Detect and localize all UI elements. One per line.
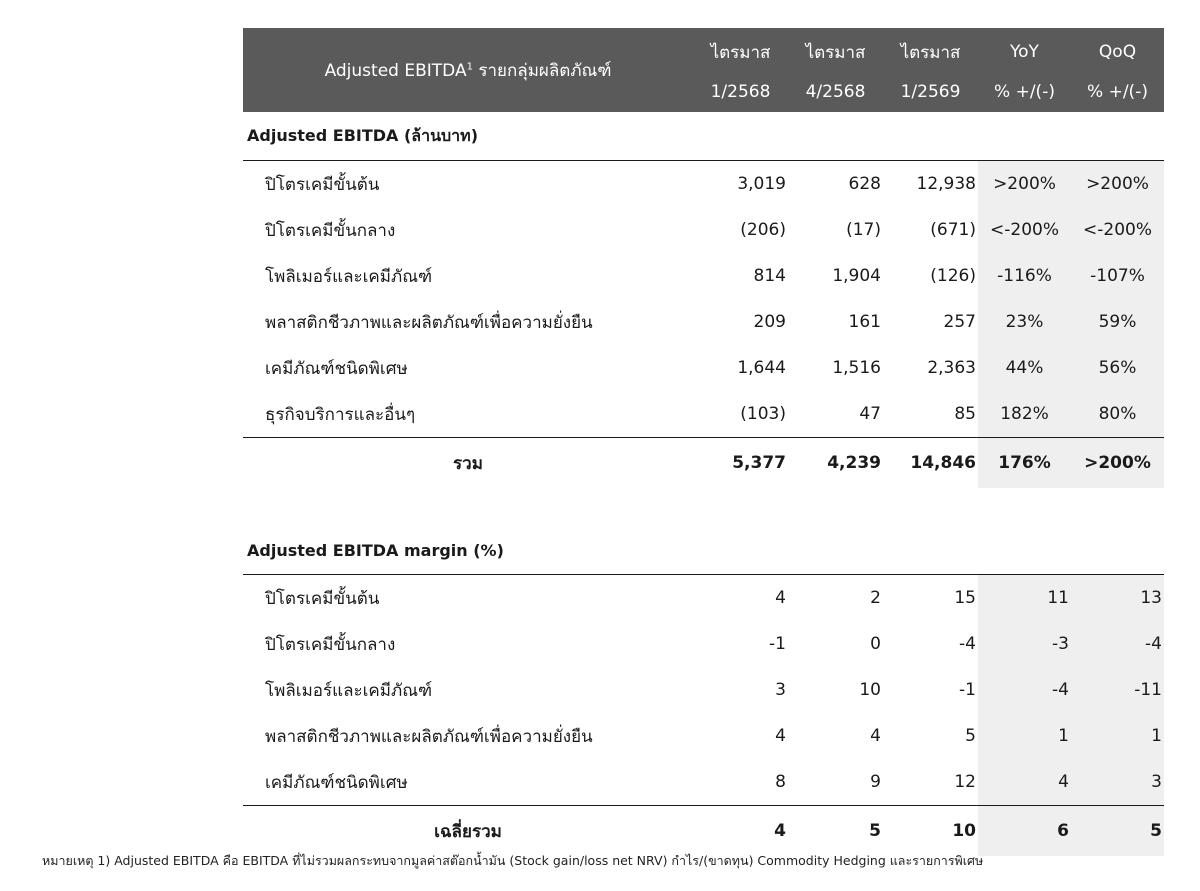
margin-section <box>243 526 1164 856</box>
footnote-marker: 1 <box>466 60 473 72</box>
average-qoq: 5 <box>1071 806 1164 857</box>
cell-q4-2568: 161 <box>848 312 881 332</box>
cell-q1-2568: 8 <box>775 772 786 792</box>
col-header-q4-2568: ไตรมาส <box>788 28 883 72</box>
cell-yoy: -116% <box>978 253 1071 299</box>
cell-qoq: >200% <box>1071 161 1164 208</box>
cell-q4-2568: 2 <box>870 588 881 608</box>
cell-qoq: -11 <box>1071 667 1164 713</box>
col-header-q1-2569: ไตรมาส <box>883 28 978 72</box>
cell-yoy: 182% <box>978 391 1071 438</box>
table-title-suffix: รายกลุ่มผลิตภัณฑ์ <box>472 60 612 81</box>
cell-yoy: -4 <box>978 667 1071 713</box>
table-row <box>243 759 1164 806</box>
cell-q1-2569: -4 <box>959 634 976 654</box>
cell-q4-2568: 1,516 <box>832 358 881 378</box>
table-row <box>243 621 1164 667</box>
cell-q1-2568: 814 <box>753 266 786 286</box>
col-header-q1-2568: ไตรมาส <box>693 28 788 72</box>
col-subheader-qoq: % +/(-) <box>1071 72 1164 112</box>
cell-yoy: 44% <box>978 345 1071 391</box>
cell-q1-2568: 209 <box>753 312 786 332</box>
cell-q4-2568: 1,904 <box>832 266 881 286</box>
table-row <box>243 713 1164 759</box>
average-label: เฉลี่ยรวม <box>243 806 693 857</box>
cell-q1-2568: (206) <box>740 220 786 240</box>
cell-q1-2568: 3,019 <box>737 174 786 194</box>
cell-q4-2568: 47 <box>859 404 881 424</box>
cell-qoq: -4 <box>1071 621 1164 667</box>
cell-yoy: 4 <box>978 759 1071 806</box>
ebitda-section <box>243 112 1164 526</box>
cell-q1-2568: 3 <box>775 680 786 700</box>
cell-qoq: 1 <box>1071 713 1164 759</box>
col-subheader-q1-2568: 1/2568 <box>693 72 788 112</box>
total-label: รวม <box>243 438 693 489</box>
cell-qoq: <-200% <box>1071 207 1164 253</box>
cell-qoq: 80% <box>1071 391 1164 438</box>
cell-q1-2569: 12 <box>954 772 976 792</box>
cell-q1-2568: 4 <box>775 726 786 746</box>
cell-qoq: 56% <box>1071 345 1164 391</box>
cell-q4-2568: 628 <box>848 174 881 194</box>
cell-yoy: 11 <box>978 575 1071 622</box>
cell-q1-2568: (103) <box>740 404 786 424</box>
cell-yoy: 23% <box>978 299 1071 345</box>
col-subheader-q4-2568: 4/2568 <box>788 72 883 112</box>
cell-q1-2569: (126) <box>930 266 976 286</box>
col-subheader-yoy: % +/(-) <box>978 72 1071 112</box>
margin-section-title: Adjusted EBITDA margin (%) <box>243 526 1164 575</box>
total-row <box>243 438 1164 489</box>
ebitda-table <box>243 28 1164 856</box>
table-row <box>243 207 1164 253</box>
total-q1-2568: 5,377 <box>693 438 788 489</box>
cell-q4-2568: 4 <box>870 726 881 746</box>
cell-q1-2568: 1,644 <box>737 358 786 378</box>
cell-q1-2569: 257 <box>943 312 976 332</box>
cell-q1-2569: 2,363 <box>927 358 976 378</box>
cell-q1-2569: -1 <box>959 680 976 700</box>
ebitda-table-container <box>243 28 1162 856</box>
total-q4-2568: 4,239 <box>788 438 883 489</box>
cell-qoq: 3 <box>1071 759 1164 806</box>
table-row <box>243 161 1164 208</box>
total-yoy: 176% <box>978 438 1071 489</box>
table-title <box>243 28 693 112</box>
row-label: ปิโตรเคมีขั้นต้น <box>265 588 380 609</box>
cell-yoy: -3 <box>978 621 1071 667</box>
cell-q1-2569: (671) <box>930 220 976 240</box>
cell-yoy: >200% <box>978 161 1071 208</box>
col-header-yoy: YoY <box>978 28 1071 72</box>
cell-q1-2569: 15 <box>954 588 976 608</box>
cell-q1-2568: -1 <box>769 634 786 654</box>
cell-q4-2568: 0 <box>870 634 881 654</box>
cell-q1-2569: 5 <box>965 726 976 746</box>
row-label: โพลิเมอร์และเคมีภัณฑ์ <box>265 680 433 701</box>
table-row <box>243 391 1164 438</box>
average-q4-2568: 5 <box>788 806 883 857</box>
footnote: หมายเหตุ 1) Adjusted EBITDA คือ EBITDA ที่ไม่รวมผลกระทบจากมูลค่าสต๊อกน้ำมัน (Stock gain/loss net NRV) กำไร/(ขาดทุน) Commodity Hedging และรายการพิเศษ <box>42 853 984 868</box>
cell-yoy: <-200% <box>978 207 1071 253</box>
row-label: ปิโตรเคมีขั้นกลาง <box>265 634 396 655</box>
table-row <box>243 253 1164 299</box>
table-title-text: Adjusted EBITDA <box>324 60 467 81</box>
cell-q4-2568: 10 <box>859 680 881 700</box>
col-subheader-q1-2569: 1/2569 <box>883 72 978 112</box>
table-row <box>243 345 1164 391</box>
row-label: พลาสติกชีวภาพและผลิตภัณฑ์เพื่อความยั่งยืน <box>265 726 593 747</box>
col-header-qoq: QoQ <box>1071 28 1164 72</box>
row-label: ปิโตรเคมีขั้นต้น <box>265 174 380 195</box>
cell-q4-2568: (17) <box>846 220 881 240</box>
row-label: เคมีภัณฑ์ชนิดพิเศษ <box>265 358 408 379</box>
cell-q1-2568: 4 <box>775 588 786 608</box>
cell-qoq: 13 <box>1071 575 1164 622</box>
cell-yoy: 1 <box>978 713 1071 759</box>
cell-q1-2569: 85 <box>954 404 976 424</box>
table-header <box>243 28 1164 112</box>
average-yoy: 6 <box>978 806 1071 857</box>
row-label: เคมีภัณฑ์ชนิดพิเศษ <box>265 772 408 793</box>
row-label: โพลิเมอร์และเคมีภัณฑ์ <box>265 266 433 287</box>
cell-q4-2568: 9 <box>870 772 881 792</box>
average-q1-2568: 4 <box>693 806 788 857</box>
table-row <box>243 667 1164 713</box>
section-spacer <box>243 488 1164 526</box>
average-q1-2569: 10 <box>883 806 978 857</box>
table-row <box>243 575 1164 622</box>
cell-qoq: -107% <box>1071 253 1164 299</box>
row-label: พลาสติกชีวภาพและผลิตภัณฑ์เพื่อความยั่งยืน <box>265 312 593 333</box>
total-q1-2569: 14,846 <box>883 438 978 489</box>
ebitda-section-title: Adjusted EBITDA (ล้านบาท) <box>243 112 1164 161</box>
cell-q1-2569: 12,938 <box>916 174 976 194</box>
table-row <box>243 299 1164 345</box>
cell-qoq: 59% <box>1071 299 1164 345</box>
total-qoq: >200% <box>1071 438 1164 489</box>
average-row <box>243 806 1164 857</box>
row-label: ธุรกิจบริการและอื่นๆ <box>265 404 416 425</box>
row-label: ปิโตรเคมีขั้นกลาง <box>265 220 396 241</box>
